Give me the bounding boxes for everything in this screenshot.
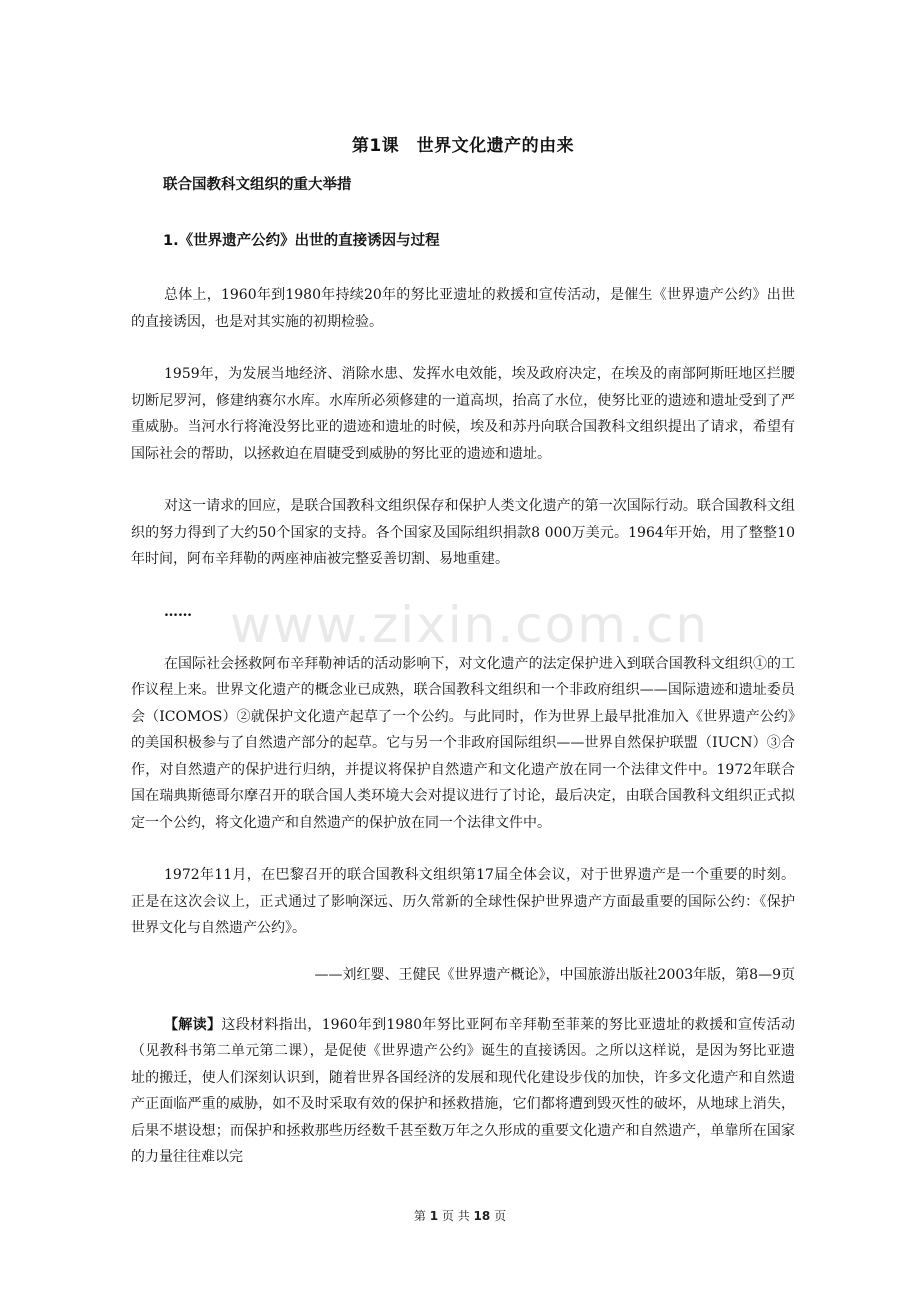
watermark: www.zixin.com.cn [230, 596, 710, 654]
footer-page-number: 1 [429, 1209, 439, 1223]
interpretation-paragraph [131, 1012, 795, 1171]
paragraph-4: 在国际社会拯救阿布辛拜勒神话的活动影响下，对文化遗产的法定保护进入到联合国教科文组织①的工作议程上来。世界文化遗产的概念业已成熟，联合国教科文组织和一个非政府组织——国际遗迹和遗址委员会（ICOMOS）②就保护文化遗产起草了一个公约。与此同时，作为世界上最早批准加入《世界遗产公约》的美国积极参与了自然遗产部分的起草。它与另一个非政府国际组织——世界自然保护联盟（IUCN）③合作，对自然遗产的保护进行归纳，并提议将保护自然遗产和文化遗产放在同一个法律文件中。1972年联合国在瑞典斯德哥尔摩召开的联合国人类环境大会对提议进行了讨论，最后决定，由联合国教科文组织正式拟定一个公约，将文化遗产和自然遗产的保护放在同一个法律文件中。 [131, 655, 795, 831]
source-citation: ——刘红婴、王健民《世界遗产概论》，中国旅游出版社2003年版，第8—9页 [314, 966, 795, 983]
page-title: 第1课 世界文化遗产的由来 [351, 136, 575, 156]
section-heading: 联合国教科文组织的重大举措 [163, 177, 352, 193]
footer-prefix: 第 [413, 1209, 430, 1223]
document-content [131, 132, 795, 1197]
page-footer [0, 1207, 920, 1224]
footer-suffix: 页 [490, 1209, 507, 1223]
interpretation-label: 【解读】 [164, 1016, 222, 1033]
interpretation-text: 这段材料指出，1960年到1980年努比亚阿布辛拜勒至菲莱的努比亚遗址的救援和宣传活动（见教科书第二单元第二课），是促使《世界遗产公约》诞生的直接诱因。之所以这样说，是因为努比亚遗址的搬迁，使人们深刻认识到，随着世界各国经济的发展和现代化建设步伐的加快，许多文化遗产和自然遗产正面临严重的威胁，如不及时采取有效的保护和拯救措施，它们都将遭到毁灭性的破坏，从地球上消失，后果不堪设想；而保护和拯救那些历经数千甚至数万年之久形成的重要文化遗产和自然遗产，单靠所在国家的力量往往难以完 [131, 1016, 795, 1165]
footer-middle: 页 共 [438, 1209, 474, 1223]
ellipsis: …… [164, 603, 192, 620]
paragraph-2: 1959年，为发展当地经济、消除水患、发挥水电效能，埃及政府决定，在埃及的南部阿斯旺地区拦腰切断尼罗河，修建纳赛尔水库。水库所必须修建的一道高坝，抬高了水位，使努比亚的遗迹和遗址受到了严重威胁。当河水行将淹没努比亚的遗迹和遗址的时候，埃及和苏丹向联合国教科文组织提出了请求，希望有国际社会的帮助，以拯救迫在眉睫受到威胁的努比亚的遗迹和遗址。 [131, 366, 795, 462]
paragraph-3: 对这一请求的回应，是联合国教科文组织保存和保护人类文化遗产的第一次国际行动。联合国教科文组织的努力得到了大约50个国家的支持。各个国家及国际组织捐款8 000万美元。1964年开始，用了整整10年时间，阿布辛拜勒的两座神庙被完整妥善切割、易地重建。 [131, 498, 795, 567]
paragraph-1: 总体上，1960年到1980年持续20年的努比亚遗址的救援和宣传活动，是催生《世界遗产公约》出世的直接诱因，也是对其实施的初期检验。 [131, 287, 795, 330]
footer-total-pages: 18 [473, 1209, 491, 1223]
paragraph-5: 1972年11月，在巴黎召开的联合国教科文组织第17届全体会议，对于世界遗产是一个重要的时刻。正是在这次会议上，正式通过了影响深远、历久常新的全球性保护世界遗产方面最重要的国际公约：《保护世界文化与自然遗产公约》。 [131, 867, 795, 936]
sub-heading: 1.《世界遗产公约》出世的直接诱因与过程 [163, 233, 440, 249]
